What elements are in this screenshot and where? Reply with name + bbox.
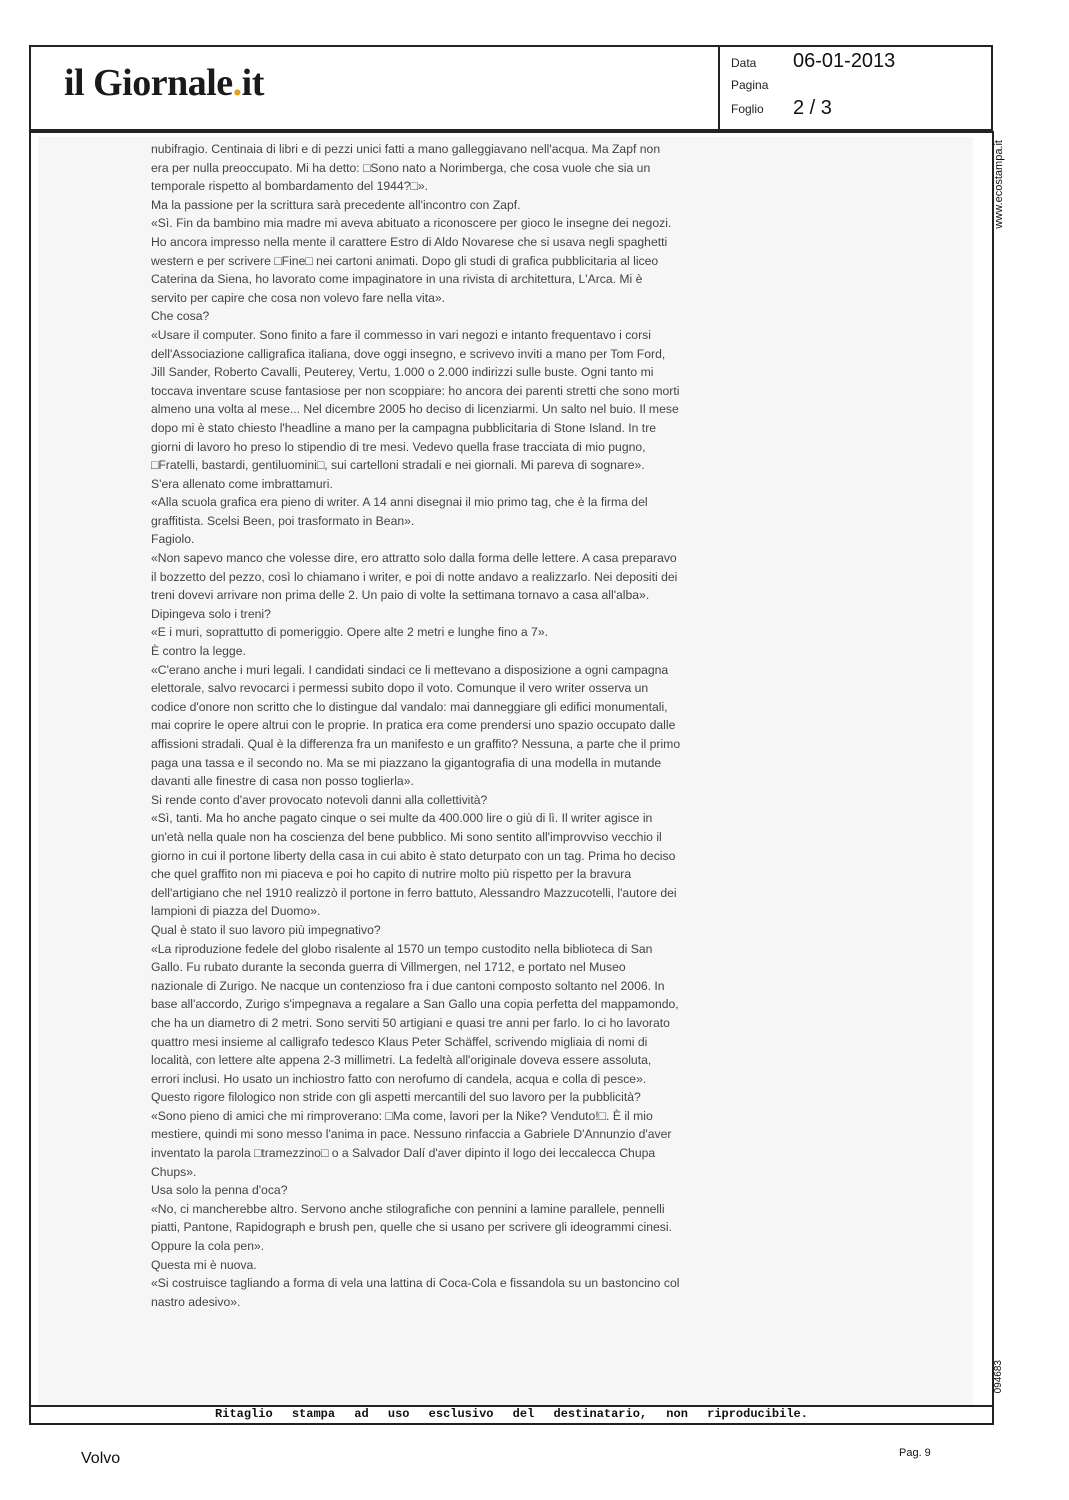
logo-main: il Giornale <box>64 62 233 104</box>
foglio-value: 2 / 3 <box>793 97 832 119</box>
logo-tld: it <box>241 62 264 104</box>
article-paragraph: Usa solo la penna d'oca? <box>151 1183 288 1198</box>
page-number: Pag. 9 <box>899 1447 931 1459</box>
metadata-box <box>718 45 993 131</box>
article-paragraph: «C'erano anche i muri legali. I candidati sindaci ce li mettevano a disposizione a ogni campagna elettorale, salvo revocarci i permessi subito dopo il voto. Comunque il vero writer osserva un codice d'onore non scritto che lo distingue dal vandalo: mai danneggiare gli edifici monumentali, mai coprire le opere altrui con le proprie. In pratica era come prendersi uno spazio occupato dalle affissioni stradali. Qual è la differenza fra un manifesto e un graffito? Nessuna, a parte che il primo paga una tassa e il secondo no. Ma se mi piazzano la gigantografia di una modella in mutande davanti alle finestre di casa non posso toglierla». <box>151 662 681 789</box>
article-paragraph: S'era allenato come imbrattamuri. <box>151 476 333 491</box>
data-value: 06-01-2013 <box>793 50 896 72</box>
article-paragraph: Qual è stato il suo lavoro più impegnativo? <box>151 922 381 937</box>
article-paragraph: È contro la legge. <box>151 644 246 659</box>
data-label: Data <box>731 56 757 70</box>
article-clipping <box>29 131 994 1425</box>
foglio-label: Foglio <box>731 102 764 116</box>
side-code-text: 094683 <box>993 1360 1004 1394</box>
article-paragraph: Si rende conto d'aver provocato notevoli danni alla collettività? <box>151 792 488 807</box>
article-body <box>151 140 681 1311</box>
article-paragraph: «Non sapevo manco che volesse dire, ero attratto solo dalla forma delle lettere. A casa preparavo il bozzetto del pezzo, così lo chiamano i writer, e poi di notte andavo a realizzarlo. Nei depositi dei treni dovevi arrivare non prima delle 2. Un paio di volte la settimana tornavo a casa all'alba». <box>151 551 678 603</box>
side-url <box>993 140 1013 260</box>
page-header <box>29 45 993 129</box>
logo-dot: . <box>232 62 242 104</box>
article-paragraph: «Usare il computer. Sono finito a fare il commesso in vari negozi e intanto frequentavo i corsi dell'Associazione calligrafica italiana, dove oggi insegno, e scrivevo inviti a mano per Tom Ford, Jill Sander, Roberto Cavalli, Peuterey, Vertu, 1.000 o 2.000 indirizzi sulle buste. Ogni tanto mi toccava inventare scuse fantasiose per non scoppiare: ho ancora dei parenti stretti che sono morti almeno una volta al mese... Nel dicembre 2005 ho deciso di licenziarmi. Un salto nel buio. Il mese dopo mi è stato chiesto l'headline a mano per la campagna pubblicitaria di Stone Island. In tre giorni di lavoro ho preso lo stipendio di tre mesi. Vedevo quella frase tracciata di mio pugno, □Fratelli, bastardi, gentiluomini□, sui cartelloni stradali e nei giornali. Mi pareva di sognare». <box>151 327 680 473</box>
article-paragraph: Che cosa? <box>151 309 210 324</box>
article-paragraph: Questo rigore filologico non stride con gli aspetti mercantili del suo lavoro per la pubblicità? <box>151 1090 641 1105</box>
article-paragraph: nubifragio. Centinaia di libri e di pezzi unici fatti a mano galleggiavano nell'acqua. Ma Zapf non era per nulla preoccupato. Mi ha detto: □Sono nato a Norimberga, che cosa vuole che sia un temporale rispetto al bombardamento del 1944?□». <box>151 142 661 194</box>
pagina-label: Pagina <box>731 78 769 92</box>
article-paragraph: Fagiolo. <box>151 532 195 547</box>
article-paragraph: Ma la passione per la scrittura sarà precedente all'incontro con Zapf. <box>151 197 521 212</box>
clipping-notice: Ritaglio stampa ad uso esclusivo del destinatario, non riproducibile. <box>31 1405 992 1423</box>
article-paragraph: «Sì. Fin da bambino mia madre mi aveva abituato a riconoscere per gioco le insegne dei negozi. Ho ancora impresso nella mente il carattere Estro di Aldo Novarese che si usava negli spaghetti western e per scrivere □Fine□ nei cartoni animati. Dopo gli studi di grafica pubblicitaria al liceo Caterina da Siena, ho lavorato come impaginatore in una rivista di architettura, L'Arca. Mi è servito per capire che cosa non volevo fare nella vita». <box>151 216 672 305</box>
masthead-box <box>29 45 720 131</box>
side-code <box>993 1360 1013 1406</box>
article-paragraph: «No, ci mancherebbe altro. Servono anche stilografiche con pennini a lamine parallele, pennelli piatti, Pantone, Rapidograph e brush pen, quelle che si usano per scrivere gli ideogrammi cinesi. Oppure la cola pen». <box>151 1201 672 1254</box>
newspaper-logo <box>64 61 264 105</box>
article-paragraph: Dipingeva solo i treni? <box>151 606 271 621</box>
side-url-text: www.ecostampa.it <box>993 140 1005 229</box>
article-paragraph: «Alla scuola grafica era pieno di writer. A 14 anni disegnai il mio primo tag, che è la firma del graffitista. Scelsi Been, poi trasformato in Bean». <box>151 495 648 528</box>
article-paragraph: «La riproduzione fedele del globo risalente al 1570 un tempo custodito nella biblioteca di San Gallo. Fu rubato durante la seconda guerra di Villmergen, nel 1712, e portato nel Museo nazionale di Zurigo. Ne nacque un contenzioso fra i due cantoni composto soltanto nel 2006. In base all'accordo, Zurigo s'impegnava a regalare a San Gallo una copia perfetta del mappamondo, che ha un diametro di 2 metri. Sono serviti 50 artigiani e quasi tre anni per farlo. Io ci ho lavorato quattro mesi insieme al calligrafo tedesco Klaus Peter Schäffel, scrivendo migliaia di nomi di località, con lettere alte appena 2-3 millimetri. La fedeltà all'originale doveva essere assoluta, errori inclusi. Ho usato un inchiostro fatto con nerofumo di candela, acqua e colla di pesce». <box>151 941 679 1086</box>
article-paragraph: «Sono pieno di amici che mi rimproverano: □Ma come, lavori per la Nike? Venduto!□. È il mio mestiere, quindi mi sono messo l'anima in pace. Nessuno rinfaccia a Gabriele D'Annunzio d'aver inventato la parola □tramezzino□ o a Salvador Dalí d'aver dipinto il logo dei leccalecca Chupa Chups». <box>151 1108 672 1179</box>
article-paragraph: «Sì, tanti. Ma ho anche pagato cinque o sei multe da 400.000 lire o giù di lì. Il writer agisce in un'età nella quale non ha coscienza del bene pubblico. Mi sono sentito all'improvviso vecchio il giorno in cui il portone liberty della casa in cui abito è stato deturpato con un tag. Prima ho deciso che quel graffito non mi piaceva e poi ho capito di nutrire molto più rispetto per la bravura dell'artigiano che nel 1910 realizzò il portone in ferro battuto, Alessandro Mazzucotelli, l'autore dei lampioni di piazza del Duomo». <box>151 811 677 919</box>
article-paragraph: «Si costruisce tagliando a forma di vela una lattina di Coca-Cola e fissandola su un bastoncino col nastro adesivo». <box>151 1276 680 1309</box>
footer-brand: Volvo <box>81 1450 121 1467</box>
article-paragraph: Questa mi è nuova. <box>151 1257 257 1272</box>
article-paragraph: «E i muri, soprattutto di pomeriggio. Opere alte 2 metri e lunghe fino a 7». <box>151 625 548 640</box>
